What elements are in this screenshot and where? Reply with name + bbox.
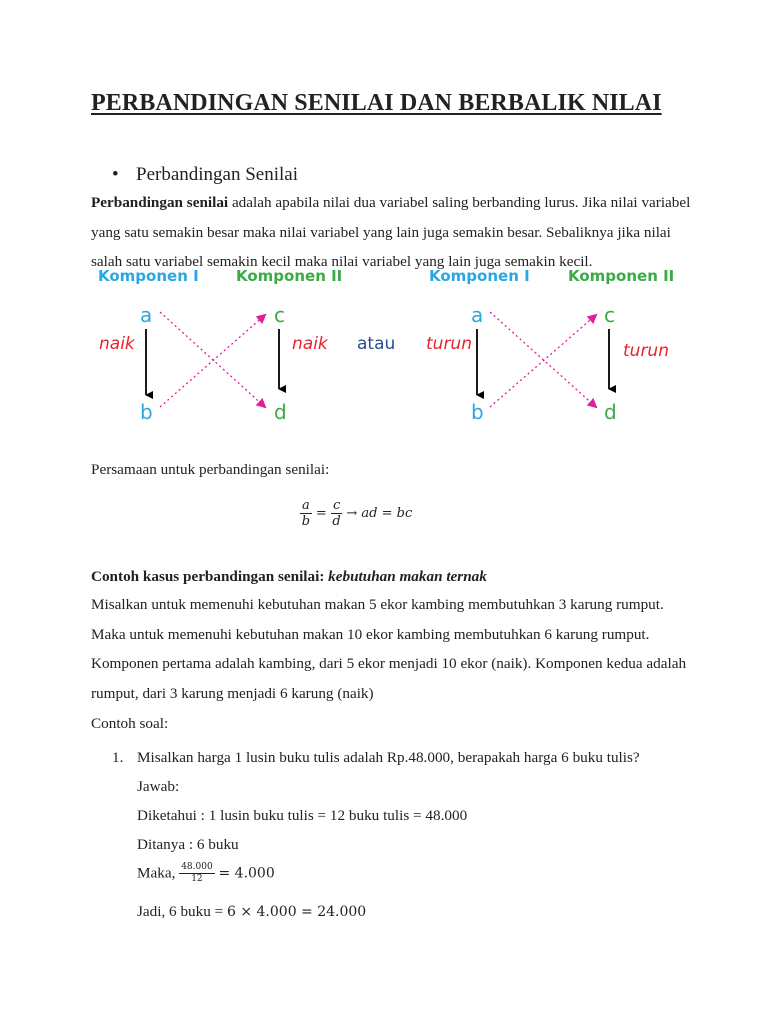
problem-question: Misalkan harga 1 lusin buku tulis adalah Rp.48.000, berapakah harga 6 buku tulis? (137, 749, 640, 766)
formula-a: a (302, 498, 310, 513)
fraction-a-b (300, 498, 312, 529)
left-var-d: d (274, 400, 287, 424)
page-title: PERBANDINGAN SENILAI DAN BERBALIK NILAI (91, 90, 662, 116)
fraction-c-d (331, 498, 342, 529)
formula-arrow: → (346, 506, 358, 521)
left-var-c: c (274, 303, 285, 327)
example-heading-italic: kebutuhan makan ternak (328, 568, 487, 585)
right-var-d: d (604, 400, 617, 424)
right-komponen-1-label: Komponen I (429, 267, 530, 285)
example-heading-bold: Contoh kasus perbandingan senilai: (91, 568, 329, 585)
formula-result: ad = bc (361, 506, 413, 521)
left-dir-2: naik (292, 334, 328, 354)
example-heading (91, 568, 487, 586)
intro-bold-term: Perbandingan senilai (91, 194, 229, 211)
atau-label: atau (357, 334, 396, 354)
formula-c: c (332, 498, 341, 513)
right-var-b: b (471, 400, 484, 424)
left-komponen-2-label: Komponen II (236, 267, 343, 285)
left-var-a: a (140, 303, 153, 327)
left-dir-1: naik (99, 334, 135, 354)
problem-jadi (137, 903, 366, 921)
right-var-c: c (604, 303, 615, 327)
maka-fraction (179, 862, 215, 885)
intro-text: adalah apabila nilai dua variabel saling berbanding lurus. Jika nilai variabel yang satu semakin besar maka nilai variabel yang lain juga semakin besar. Sebaliknya jika nilai salah satu variabel semakin kecil maka nilai variabel yang lain juga semakin kecil. (91, 194, 691, 270)
problem-number: 1. (112, 749, 124, 766)
left-var-b: b (140, 400, 153, 424)
example-body: Misalkan untuk memenuhi kebutuhan makan 5 ekor kambing membutuhkan 3 karung rumput. Maka untuk memenuhi kebutuhan makan 10 ekor kambing membutuhkan 6 karung rumput. Komponen pertama adalah kambing, dari 5 ekor menjadi 10 ekor (naik). Komponen kedua adalah rumput, dari 3 karung menjadi 6 karung (naik) (91, 596, 687, 702)
left-komponen-1-label: Komponen I (98, 267, 199, 285)
right-komponen-2-label: Komponen II (568, 267, 675, 285)
problem-ditanya: Ditanya : 6 buku (137, 836, 239, 853)
right-dir-1: turun (426, 334, 472, 354)
jadi-result: 6 × 4.000 = 24.000 (226, 904, 367, 920)
maka-denominator: 12 (191, 874, 203, 884)
maka-label: Maka, (137, 864, 180, 882)
proportion-diagram (90, 262, 680, 437)
section-label: Perbandingan Senilai (136, 164, 298, 185)
equation-intro: Persamaan untuk perbandingan senilai: (91, 461, 330, 478)
maka-numerator: 48.000 (181, 862, 213, 872)
bullet-icon: • (112, 164, 119, 185)
formula-equals: = (315, 506, 327, 521)
problem-jawab: Jawab: (137, 778, 180, 795)
maka-result: = 4.000 (218, 865, 275, 882)
right-dir-2: turun (623, 341, 669, 361)
formula (300, 498, 460, 538)
formula-d: d (332, 514, 341, 529)
jadi-label: Jadi, 6 buku = (137, 903, 227, 920)
right-var-a: a (471, 303, 484, 327)
formula-b: b (301, 514, 311, 529)
problem-maka (137, 862, 275, 885)
contoh-soal-label: Contoh soal: (91, 715, 169, 732)
problem-diketahui: Diketahui : 1 lusin buku tulis = 12 buku tulis = 48.000 (137, 807, 468, 824)
